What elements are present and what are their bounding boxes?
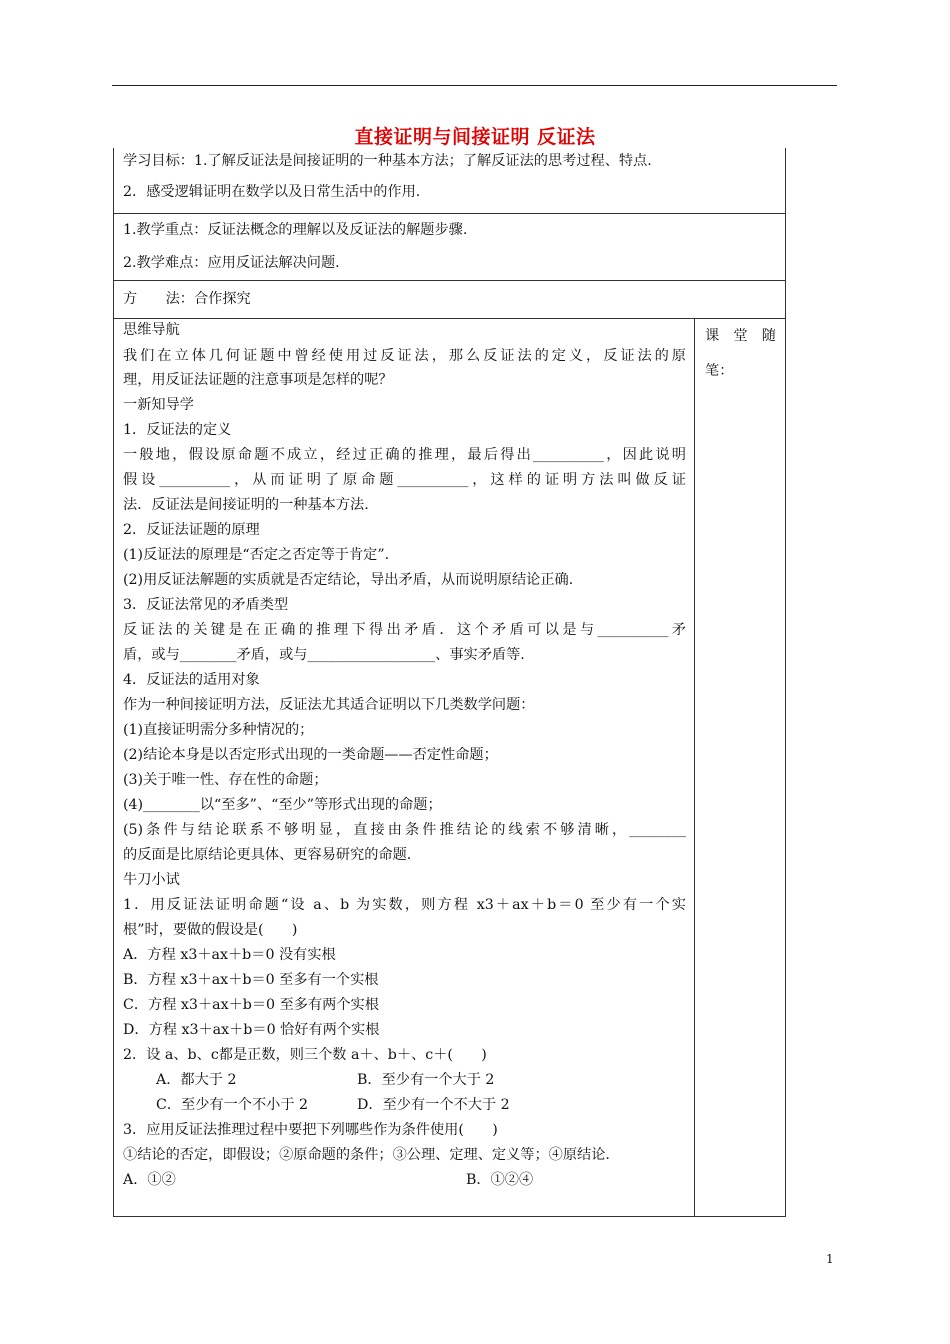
page-number: 1 — [826, 1252, 834, 1266]
principle-2: (2)用反证法解题的实质就是否定结论，导出矛盾，从而说明原结论正确. — [123, 572, 574, 588]
applicability-item-5-line-2: 的反面是比原结论更具体、更容易研究的命题. — [123, 847, 412, 863]
question-1-line-1: 1．用反证法证明命题“设 a、b 为实数，则方程 x3＋ax＋b＝0 至少有一个实 — [123, 897, 686, 913]
notes-label-line-2: 笔： — [705, 363, 734, 379]
question-2-option-b: B．至少有一个大于 2 — [357, 1072, 495, 1088]
question-2-option-d: D．至少有一个不大于 2 — [357, 1097, 510, 1113]
principle-1: (1)反证法的原理是“否定之否定等于肯定”. — [123, 547, 390, 563]
question-3-option-b: B．①②④ — [466, 1172, 534, 1188]
definition-line-1: 一般地，假设原命题不成立，经过正确的推理，最后得出__________，因此说明 — [123, 447, 686, 463]
question-1-option-b: B．方程 x3＋ax＋b＝0 至多有一个实根 — [123, 972, 379, 988]
question-2-option-a: A．都大于 2 — [156, 1072, 237, 1088]
page-title: 直接证明与间接证明 反证法 — [354, 126, 596, 148]
objective-line-2: 2．感受逻辑证明在数学以及日常生活中的作用. — [123, 184, 421, 200]
applicability-title: 4．反证法的适用对象 — [123, 672, 260, 688]
definition-line-2: 假设__________，从而证明了原命题__________，这样的证明方法叫做反证 — [123, 472, 686, 488]
teaching-focus: 1.教学重点：反证法概念的理解以及反证法的解题步骤. — [123, 222, 468, 238]
header-rule — [112, 85, 837, 86]
section-heading: 一新知导学 — [123, 397, 194, 413]
teaching-difficulty: 2.教学难点：应用反证法解决问题. — [123, 255, 340, 271]
applicability-item-2: (2)结论本身是以否定形式出现的一类命题——否定性命题； — [123, 747, 498, 763]
question-1-option-c: C．方程 x3＋ax＋b＝0 至多有两个实根 — [123, 997, 379, 1013]
notes-label-line-1: 课 堂 随 — [705, 328, 776, 344]
definition-title: 1．反证法的定义 — [123, 422, 232, 438]
question-2-option-c: C．至少有一个不小于 2 — [156, 1097, 309, 1113]
applicability-intro: 作为一种间接证明方法，反证法尤其适合证明以下几类数学问题： — [123, 697, 535, 713]
question-3: 3．应用反证法推理过程中要把下列哪些作为条件使用( ) — [123, 1122, 498, 1138]
objective-line-1: 学习目标：1.了解反证法是间接证明的一种基本方法；了解反证法的思考过程、特点. — [123, 153, 652, 169]
question-3-items: ①结论的否定，即假设；②原命题的条件；③公理、定理、定义等；④原结论. — [123, 1147, 610, 1163]
question-3-option-a: A．①② — [123, 1172, 176, 1188]
contradiction-line-2: 盾，或与________矛盾，或与__________________、事实矛盾等. — [123, 647, 525, 663]
applicability-item-3: (3)关于唯一性、存在性的命题； — [123, 772, 328, 788]
contradiction-line-1: 反证法的关键是在正确的推理下得出矛盾．这个矛盾可以是与__________矛 — [123, 622, 686, 638]
thinking-line-1: 我们在立体几何证题中曾经使用过反证法，那么反证法的定义，反证法的原 — [123, 348, 686, 364]
notes-column-divider — [694, 318, 695, 1216]
applicability-item-4: (4)________以“至多”、“至少”等形式出现的命题； — [123, 797, 442, 813]
table-divider — [114, 280, 785, 281]
question-2: 2．设 a、b、c都是正数，则三个数 a＋、b＋、c＋( ) — [123, 1047, 487, 1063]
method-line: 方 法：合作探究 — [123, 291, 251, 307]
question-1-line-2: 根”时，要做的假设是( ) — [123, 922, 298, 938]
definition-line-3: 法．反证法是间接证明的一种基本方法. — [123, 497, 369, 513]
thinking-title: 思维导航 — [123, 322, 180, 338]
practice-title: 牛刀小试 — [123, 872, 180, 888]
principle-title: 2．反证法证题的原理 — [123, 522, 260, 538]
table-divider — [114, 318, 785, 319]
thinking-line-2: 理，用反证法证题的注意事项是怎样的呢？ — [123, 372, 393, 388]
contradiction-title: 3．反证法常见的矛盾类型 — [123, 597, 289, 613]
applicability-item-1: (1)直接证明需分多种情况的； — [123, 722, 314, 738]
lesson-table — [113, 148, 786, 1217]
question-1-option-a: A．方程 x3＋ax＋b＝0 没有实根 — [123, 947, 336, 963]
question-1-option-d: D．方程 x3＋ax＋b＝0 恰好有两个实根 — [123, 1022, 380, 1038]
table-divider — [114, 213, 785, 214]
applicability-item-5-line-1: (5)条件与结论联系不够明显，直接由条件推结论的线索不够清晰，________ — [123, 822, 686, 838]
